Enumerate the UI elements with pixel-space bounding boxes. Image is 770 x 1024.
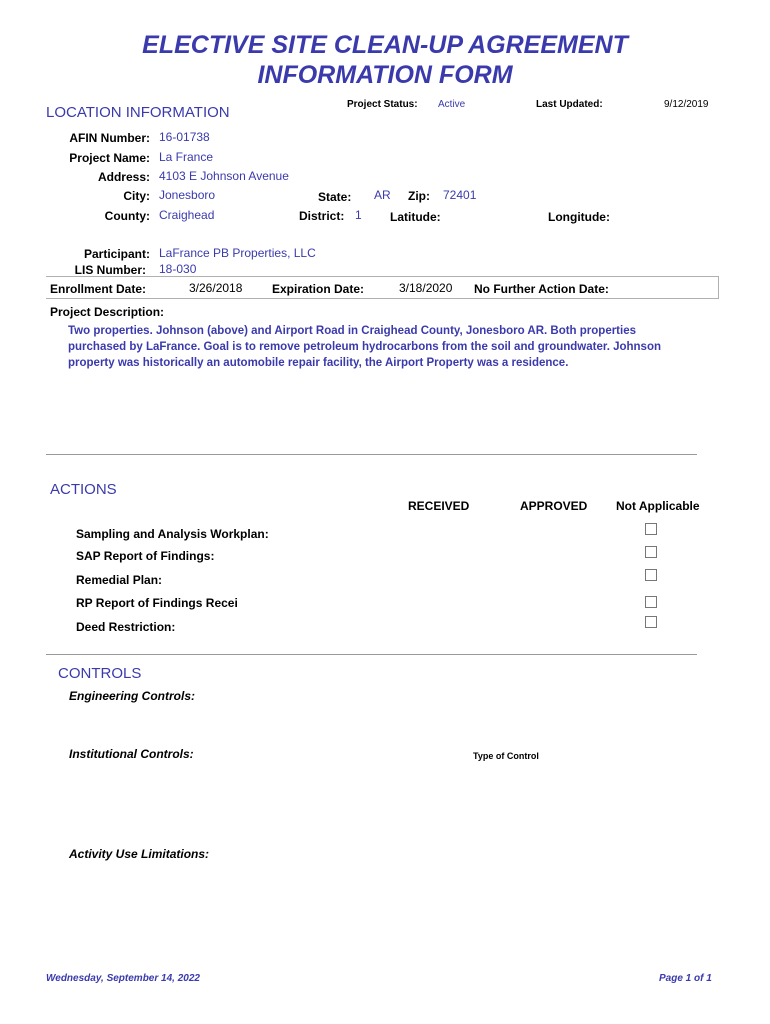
county-label: County: [104, 209, 150, 223]
county-value: Craighead [159, 208, 215, 222]
afin-value: 16-01738 [159, 130, 210, 144]
action-row-label: RP Report of Findings Recei [76, 596, 238, 610]
not-applicable-checkbox[interactable] [645, 596, 657, 608]
action-row-label: SAP Report of Findings: [76, 549, 215, 563]
expiration-date-value: 3/18/2020 [399, 281, 453, 295]
institutional-controls-label: Institutional Controls: [69, 747, 194, 761]
address-label: Address: [97, 170, 150, 184]
enrollment-date-label: Enrollment Date: [50, 282, 147, 296]
action-row-label: Deed Restriction: [76, 620, 176, 634]
section-divider [46, 654, 697, 655]
address-value: 4103 E Johnson Avenue [159, 169, 289, 183]
project-status-label: Project Status: [347, 99, 418, 110]
project-description-label: Project Description: [50, 305, 165, 319]
last-updated-value: 9/12/2019 [664, 99, 709, 110]
latitude-label: Latitude: [390, 210, 441, 224]
footer-page-number: Page 1 of 1 [659, 973, 712, 984]
project-description-text: Two properties. Johnson (above) and Airport Road in Craighead County, Jonesboro AR. Both properties purchased by LaFrance. Goal is to remove petroleum hydrocarbons from the soil and groundwater. Johnson property was historically an automobile repair facility, the Airport Property was a residence. [68, 325, 662, 369]
zip-label: Zip: [408, 189, 430, 203]
no-further-action-label: No Further Action Date: [474, 282, 609, 296]
location-section-heading: LOCATION INFORMATION [46, 104, 230, 121]
actions-section-heading: ACTIONS [50, 481, 117, 498]
project-name-label: Project Name: [69, 151, 150, 165]
received-column-header: RECEIVED [408, 499, 470, 513]
district-value: 1 [355, 208, 362, 222]
lis-value: 18-030 [159, 262, 197, 276]
participant-label: Participant: [83, 247, 150, 261]
section-divider [46, 454, 697, 455]
not-applicable-checkbox[interactable] [645, 569, 657, 581]
engineering-controls-label: Engineering Controls: [69, 689, 195, 703]
afin-label: AFIN Number: [69, 131, 150, 145]
expiration-date-label: Expiration Date: [272, 282, 365, 296]
lis-label: LIS Number: [74, 263, 146, 277]
participant-value: LaFrance PB Properties, LLC [159, 246, 316, 260]
state-value: AR [374, 188, 391, 202]
activity-use-limitations-label: Activity Use Limitations: [69, 847, 210, 861]
enrollment-row-box [46, 276, 719, 299]
approved-column-header: APPROVED [520, 499, 588, 513]
not-applicable-checkbox[interactable] [645, 616, 657, 628]
form-title-line2: INFORMATION FORM [257, 61, 513, 89]
district-label: District: [299, 209, 345, 223]
form-title-line1: ELECTIVE SITE CLEAN-UP AGREEMENT [142, 31, 628, 59]
enrollment-date-value: 3/26/2018 [189, 281, 243, 295]
not-applicable-checkbox[interactable] [645, 546, 657, 558]
project-name-value: La France [159, 150, 214, 164]
not-applicable-column-header: Not Applicable [616, 499, 700, 513]
longitude-label: Longitude: [548, 210, 610, 224]
last-updated-label: Last Updated: [536, 99, 603, 110]
state-label: State: [318, 190, 352, 204]
footer-date: Wednesday, September 14, 2022 [46, 973, 200, 984]
action-row-label: Sampling and Analysis Workplan: [76, 527, 269, 541]
zip-value: 72401 [443, 188, 477, 202]
controls-section-heading: CONTROLS [58, 665, 142, 682]
action-row-label: Remedial Plan: [76, 573, 163, 587]
city-value: Jonesboro [159, 188, 216, 202]
not-applicable-checkbox[interactable] [645, 523, 657, 535]
city-label: City: [123, 189, 150, 203]
type-of-control-label: Type of Control [473, 751, 539, 761]
project-status-value: Active [438, 99, 466, 110]
